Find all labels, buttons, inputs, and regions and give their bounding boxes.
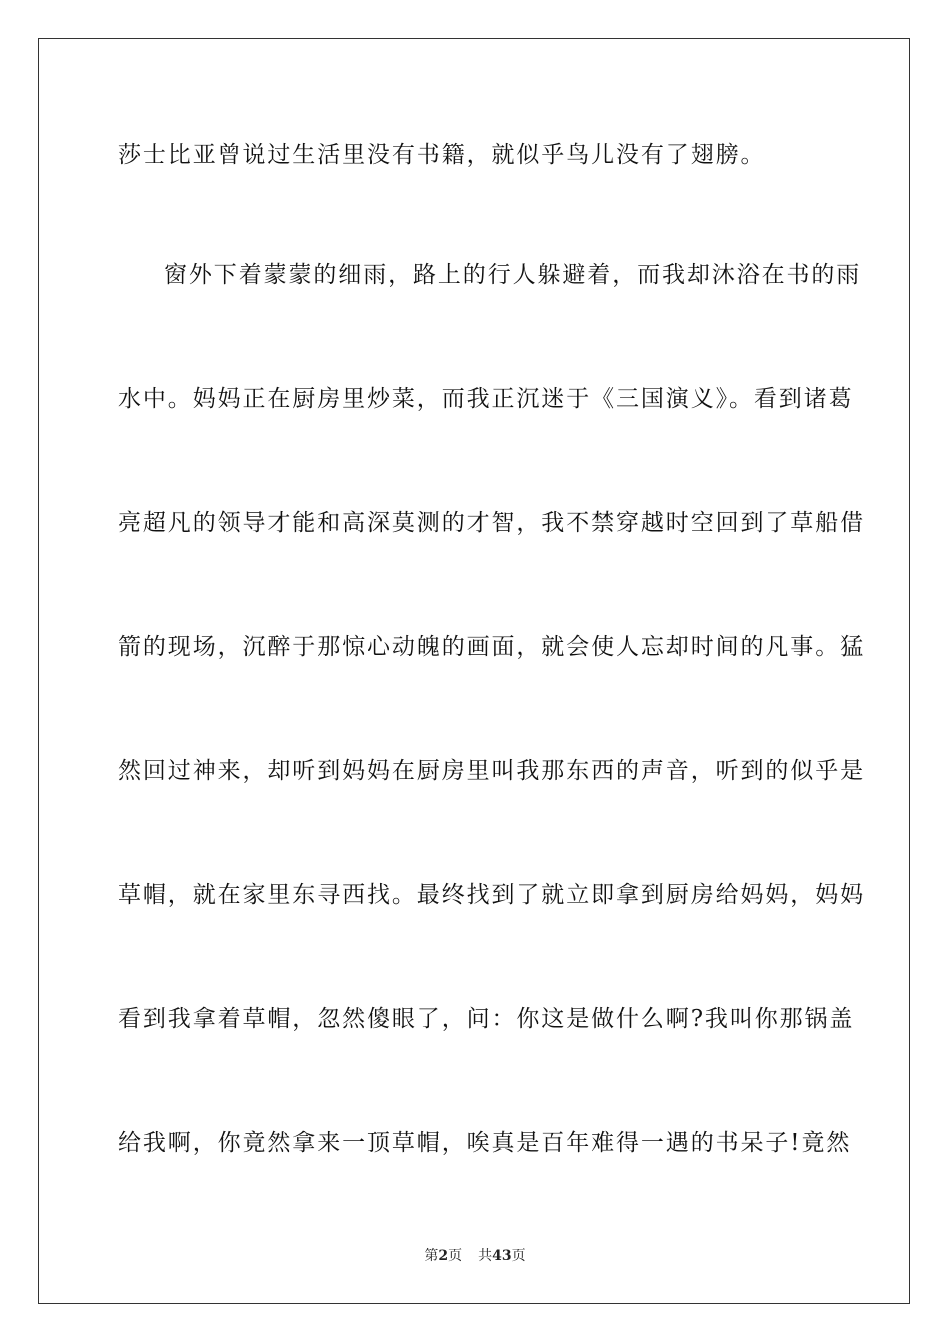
text-line-1: 莎士比亚曾说过生活里没有书籍，就似乎鸟儿没有了翅膀。 [118, 142, 766, 168]
total-suffix: 页 [511, 1248, 526, 1264]
text-line-2: 窗外下着蒙蒙的细雨，路上的行人躲避着，而我却沐浴在书的雨 [164, 262, 862, 288]
page-footer [0, 1247, 950, 1265]
total-pages: 43 [492, 1248, 512, 1264]
page-border [38, 38, 910, 1304]
text-line-4: 亮超凡的领导才能和高深莫测的才智，我不禁穿越时空回到了草船借 [118, 510, 865, 536]
total-prefix: 共 [478, 1248, 493, 1264]
text-line-6: 然回过神来，却听到妈妈在厨房里叫我那东西的声音，听到的似乎是 [118, 758, 865, 784]
text-line-5: 箭的现场，沉醉于那惊心动魄的画面，就会使人忘却时间的凡事。猛 [118, 634, 865, 660]
text-line-7: 草帽，就在家里东寻西找。最终找到了就立即拿到厨房给妈妈，妈妈 [118, 882, 865, 908]
page-number: 2 [438, 1248, 449, 1264]
text-line-8: 看到我拿着草帽，忽然傻眼了，问：你这是做什么啊?我叫你那锅盖 [118, 1006, 855, 1032]
text-line-9: 给我啊，你竟然拿来一顶草帽，唉真是百年难得一遇的书呆子!竟然 [118, 1130, 852, 1156]
page-prefix: 第 [424, 1248, 439, 1264]
page-suffix: 页 [448, 1248, 463, 1264]
text-line-3: 水中。妈妈正在厨房里炒菜，而我正沉迷于《三国演义》。看到诸葛 [118, 386, 854, 412]
